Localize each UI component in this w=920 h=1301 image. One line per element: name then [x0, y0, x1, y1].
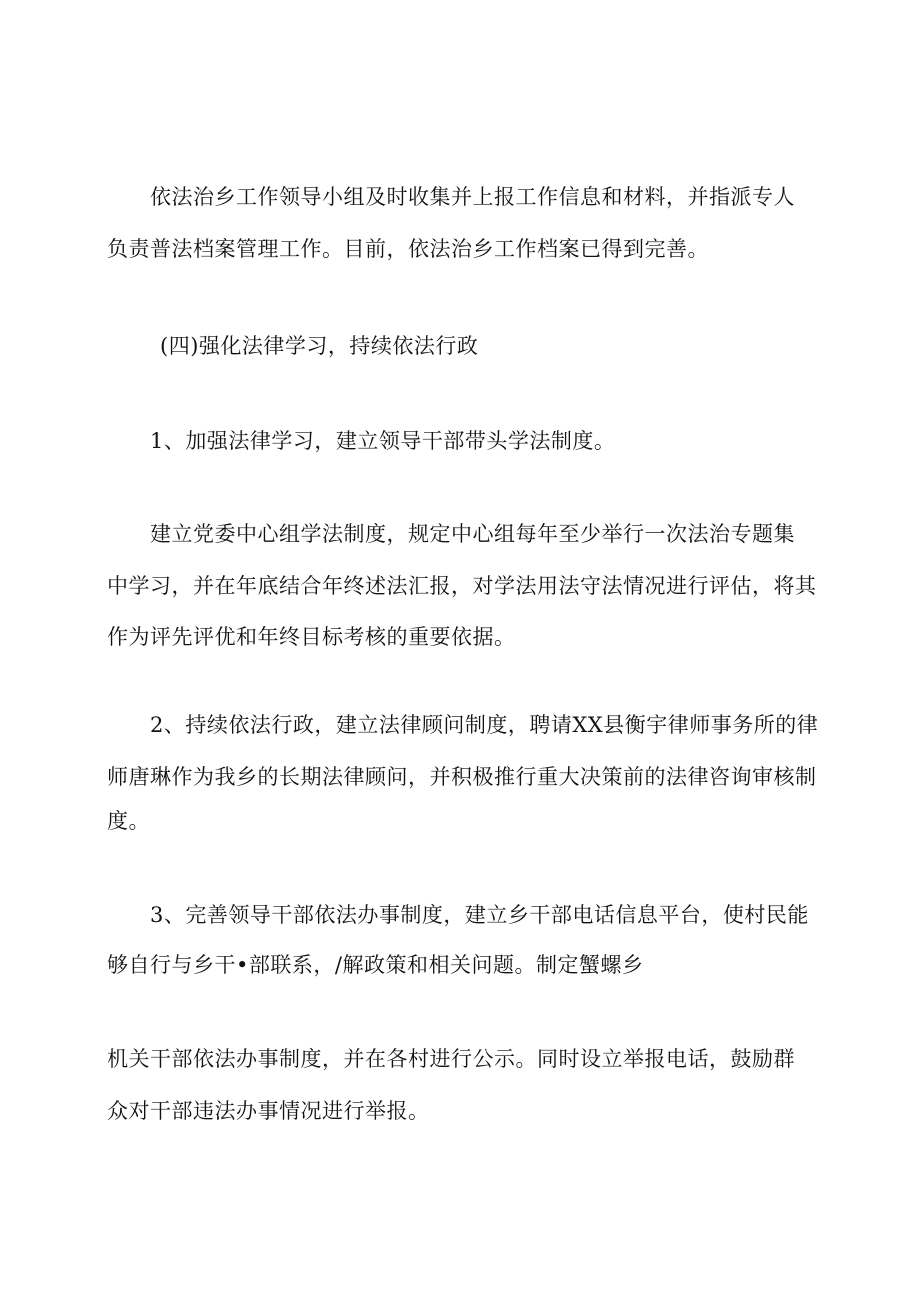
paragraph-1-line-2: 负责普法档案管理工作。目前，依法治乡工作档案已得到完善。: [107, 237, 709, 261]
item-2-line-1: 2、持续依法行政，建立法律顾问制度，聘请XX县衡宇律师事务所的律: [150, 713, 819, 737]
paragraph-4-line-1: 建立党委中心组学法制度，规定中心组每年至少举行一次法治专题集: [150, 522, 795, 546]
paragraph-7-line-2: 众对干部违法办事情况进行举报。: [107, 1099, 430, 1123]
item-3-line-1: 3、完善领导干部依法办事制度，建立乡干部电话信息平台，使村民能: [150, 903, 809, 927]
item-2-line-2: 师唐琳作为我乡的长期法律顾问，并积极推行重大决策前的法律咨询审核制: [107, 765, 817, 789]
paragraph-7-line-1: 机关干部依法办事制度，并在各村进行公示。同时设立举报电话，鼓励群: [107, 1047, 795, 1071]
paragraph-4-line-2: 中学习，并在年底结合年终述法汇报，对学法用法守法情况进行评估，将其: [107, 574, 817, 598]
item-3-line-2: 够自行与乡干•部联系，/解政策和相关问题。制定蟹螺乡: [107, 953, 644, 977]
section-heading-4: (四)强化法律学习，持续依法行政: [160, 334, 479, 358]
paragraph-1-line-1: 依法治乡工作领导小组及时收集并上报工作信息和材料，并指派专人: [150, 185, 795, 209]
item-2-line-3: 度。: [107, 809, 150, 833]
paragraph-4-line-3: 作为评先评优和年终目标考核的重要依据。: [107, 625, 516, 649]
item-1-heading: 1、加强法律学习，建立领导干部带头学法制度。: [150, 429, 616, 453]
